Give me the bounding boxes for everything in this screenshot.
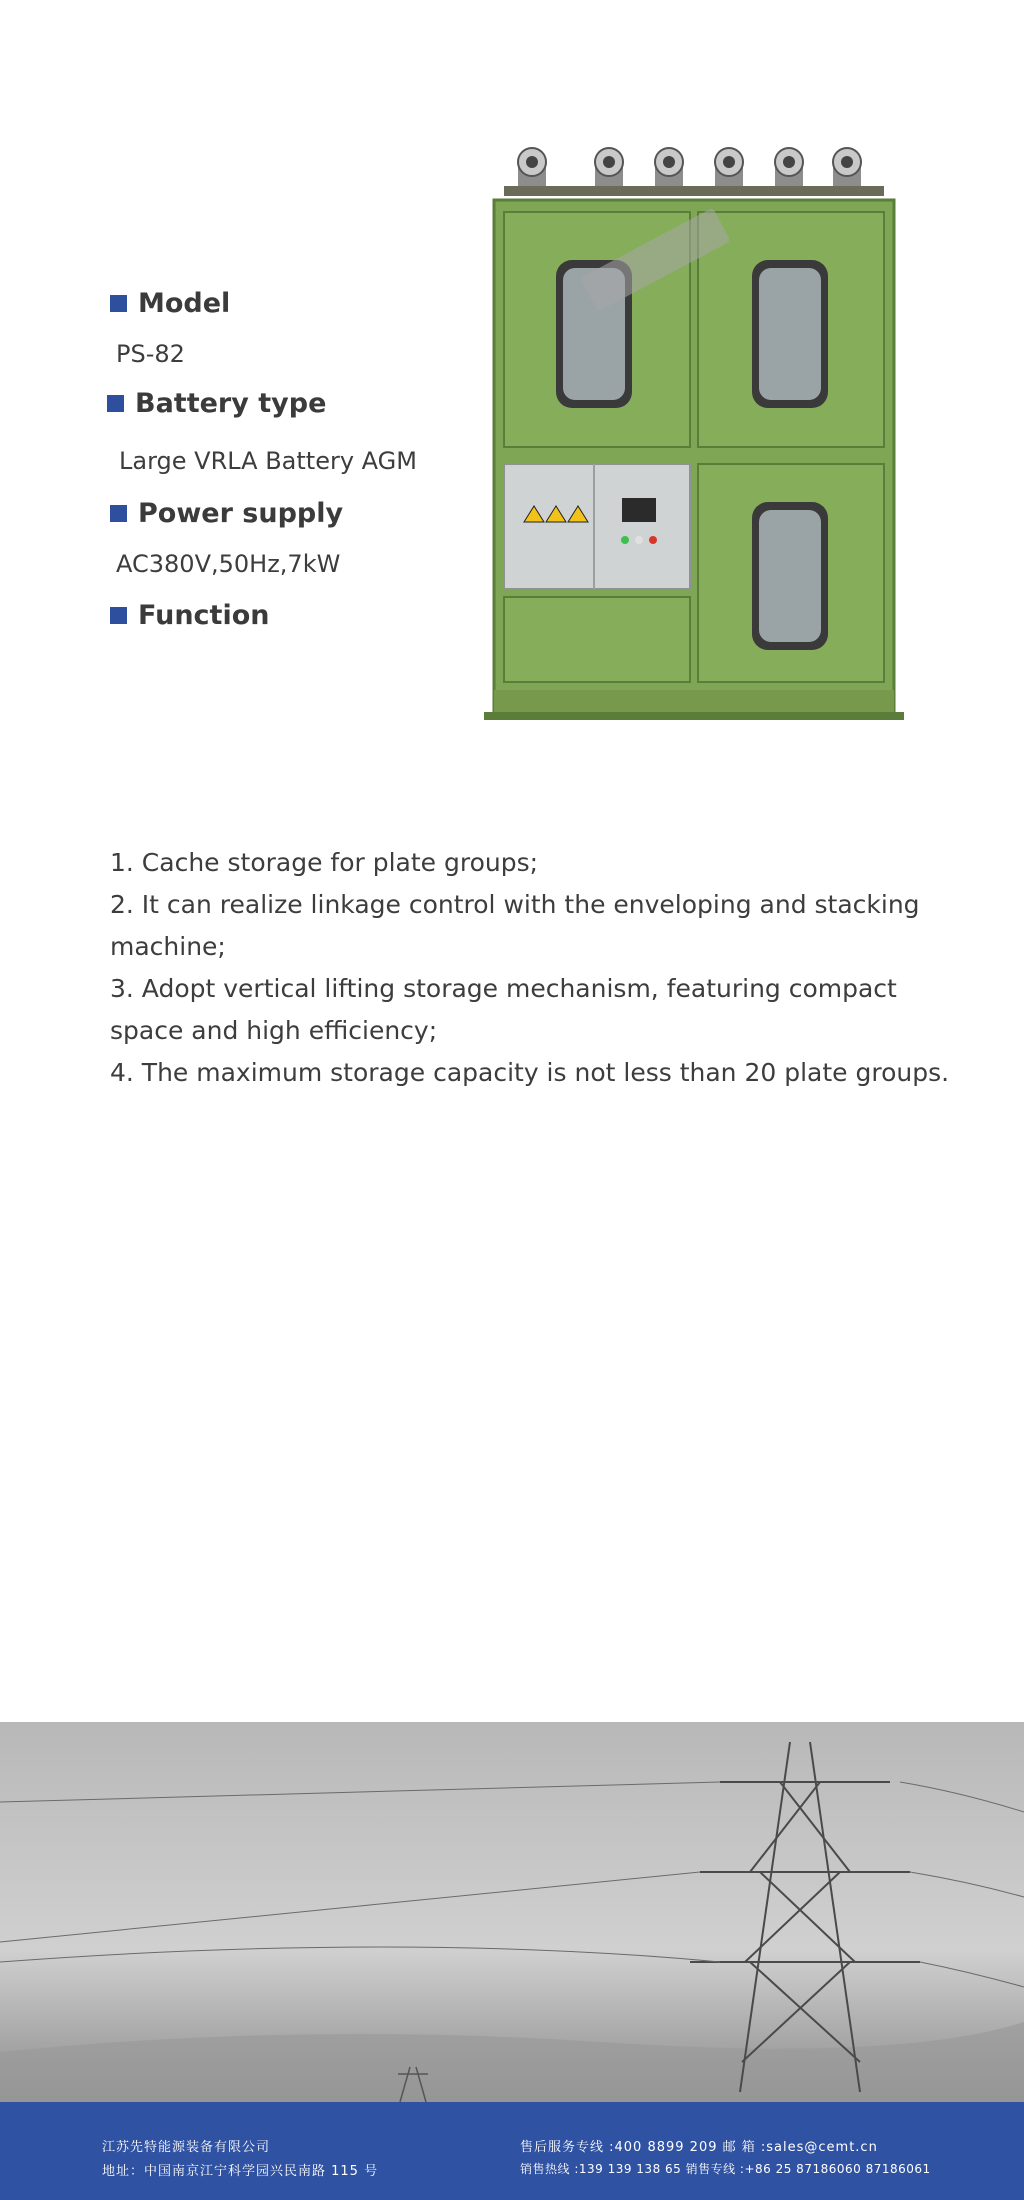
function-list — [110, 842, 960, 1094]
spec-heading-battery-type — [107, 388, 326, 419]
spec-heading-label: Battery type — [135, 388, 327, 419]
spec-heading-power-supply — [110, 498, 343, 529]
footer-company-name: 江苏先特能源装备有限公司 — [102, 2140, 271, 2155]
spec-list — [0, 0, 480, 700]
motor-row — [504, 148, 884, 196]
bullet-square-icon — [110, 607, 127, 624]
product-machine-image — [474, 142, 914, 726]
spec-heading-label: Model — [138, 288, 231, 319]
footer-sales-line: 销售热线 :139 139 138 65 销售专线 :+86 25 87186060 87186061 — [520, 2162, 931, 2176]
spec-heading-function — [110, 600, 269, 631]
function-item: 2. It can realize linkage control with the enveloping and stacking machine; — [110, 890, 920, 961]
function-item: 3. Adopt vertical lifting storage mechanism, featuring compact space and high efficiency; — [110, 974, 897, 1045]
spec-heading-label: Function — [138, 600, 270, 631]
bullet-square-icon — [107, 395, 124, 412]
footer-service-line: 售后服务专线 :400 8899 209 邮 箱 :sales@cemt.cn — [520, 2140, 878, 2155]
footer-contact-bar — [0, 2102, 1024, 2200]
spec-heading-model — [110, 288, 230, 319]
function-item: 4. The maximum storage capacity is not less than 20 plate groups. — [110, 1058, 950, 1087]
spec-value-power-supply: AC380V,50Hz,7kW — [116, 550, 341, 578]
footer-power-tower-image — [0, 1722, 1024, 2102]
bullet-square-icon — [110, 295, 127, 312]
spec-value-battery-type: Large VRLA Battery AGM — [119, 447, 417, 475]
bullet-square-icon — [110, 505, 127, 522]
spec-heading-label: Power supply — [138, 498, 344, 529]
footer-address: 地址：中国南京江宁科学园兴民南路 115 号 — [102, 2164, 379, 2179]
function-item: 1. Cache storage for plate groups; — [110, 848, 539, 877]
spec-value-model: PS-82 — [116, 340, 185, 368]
